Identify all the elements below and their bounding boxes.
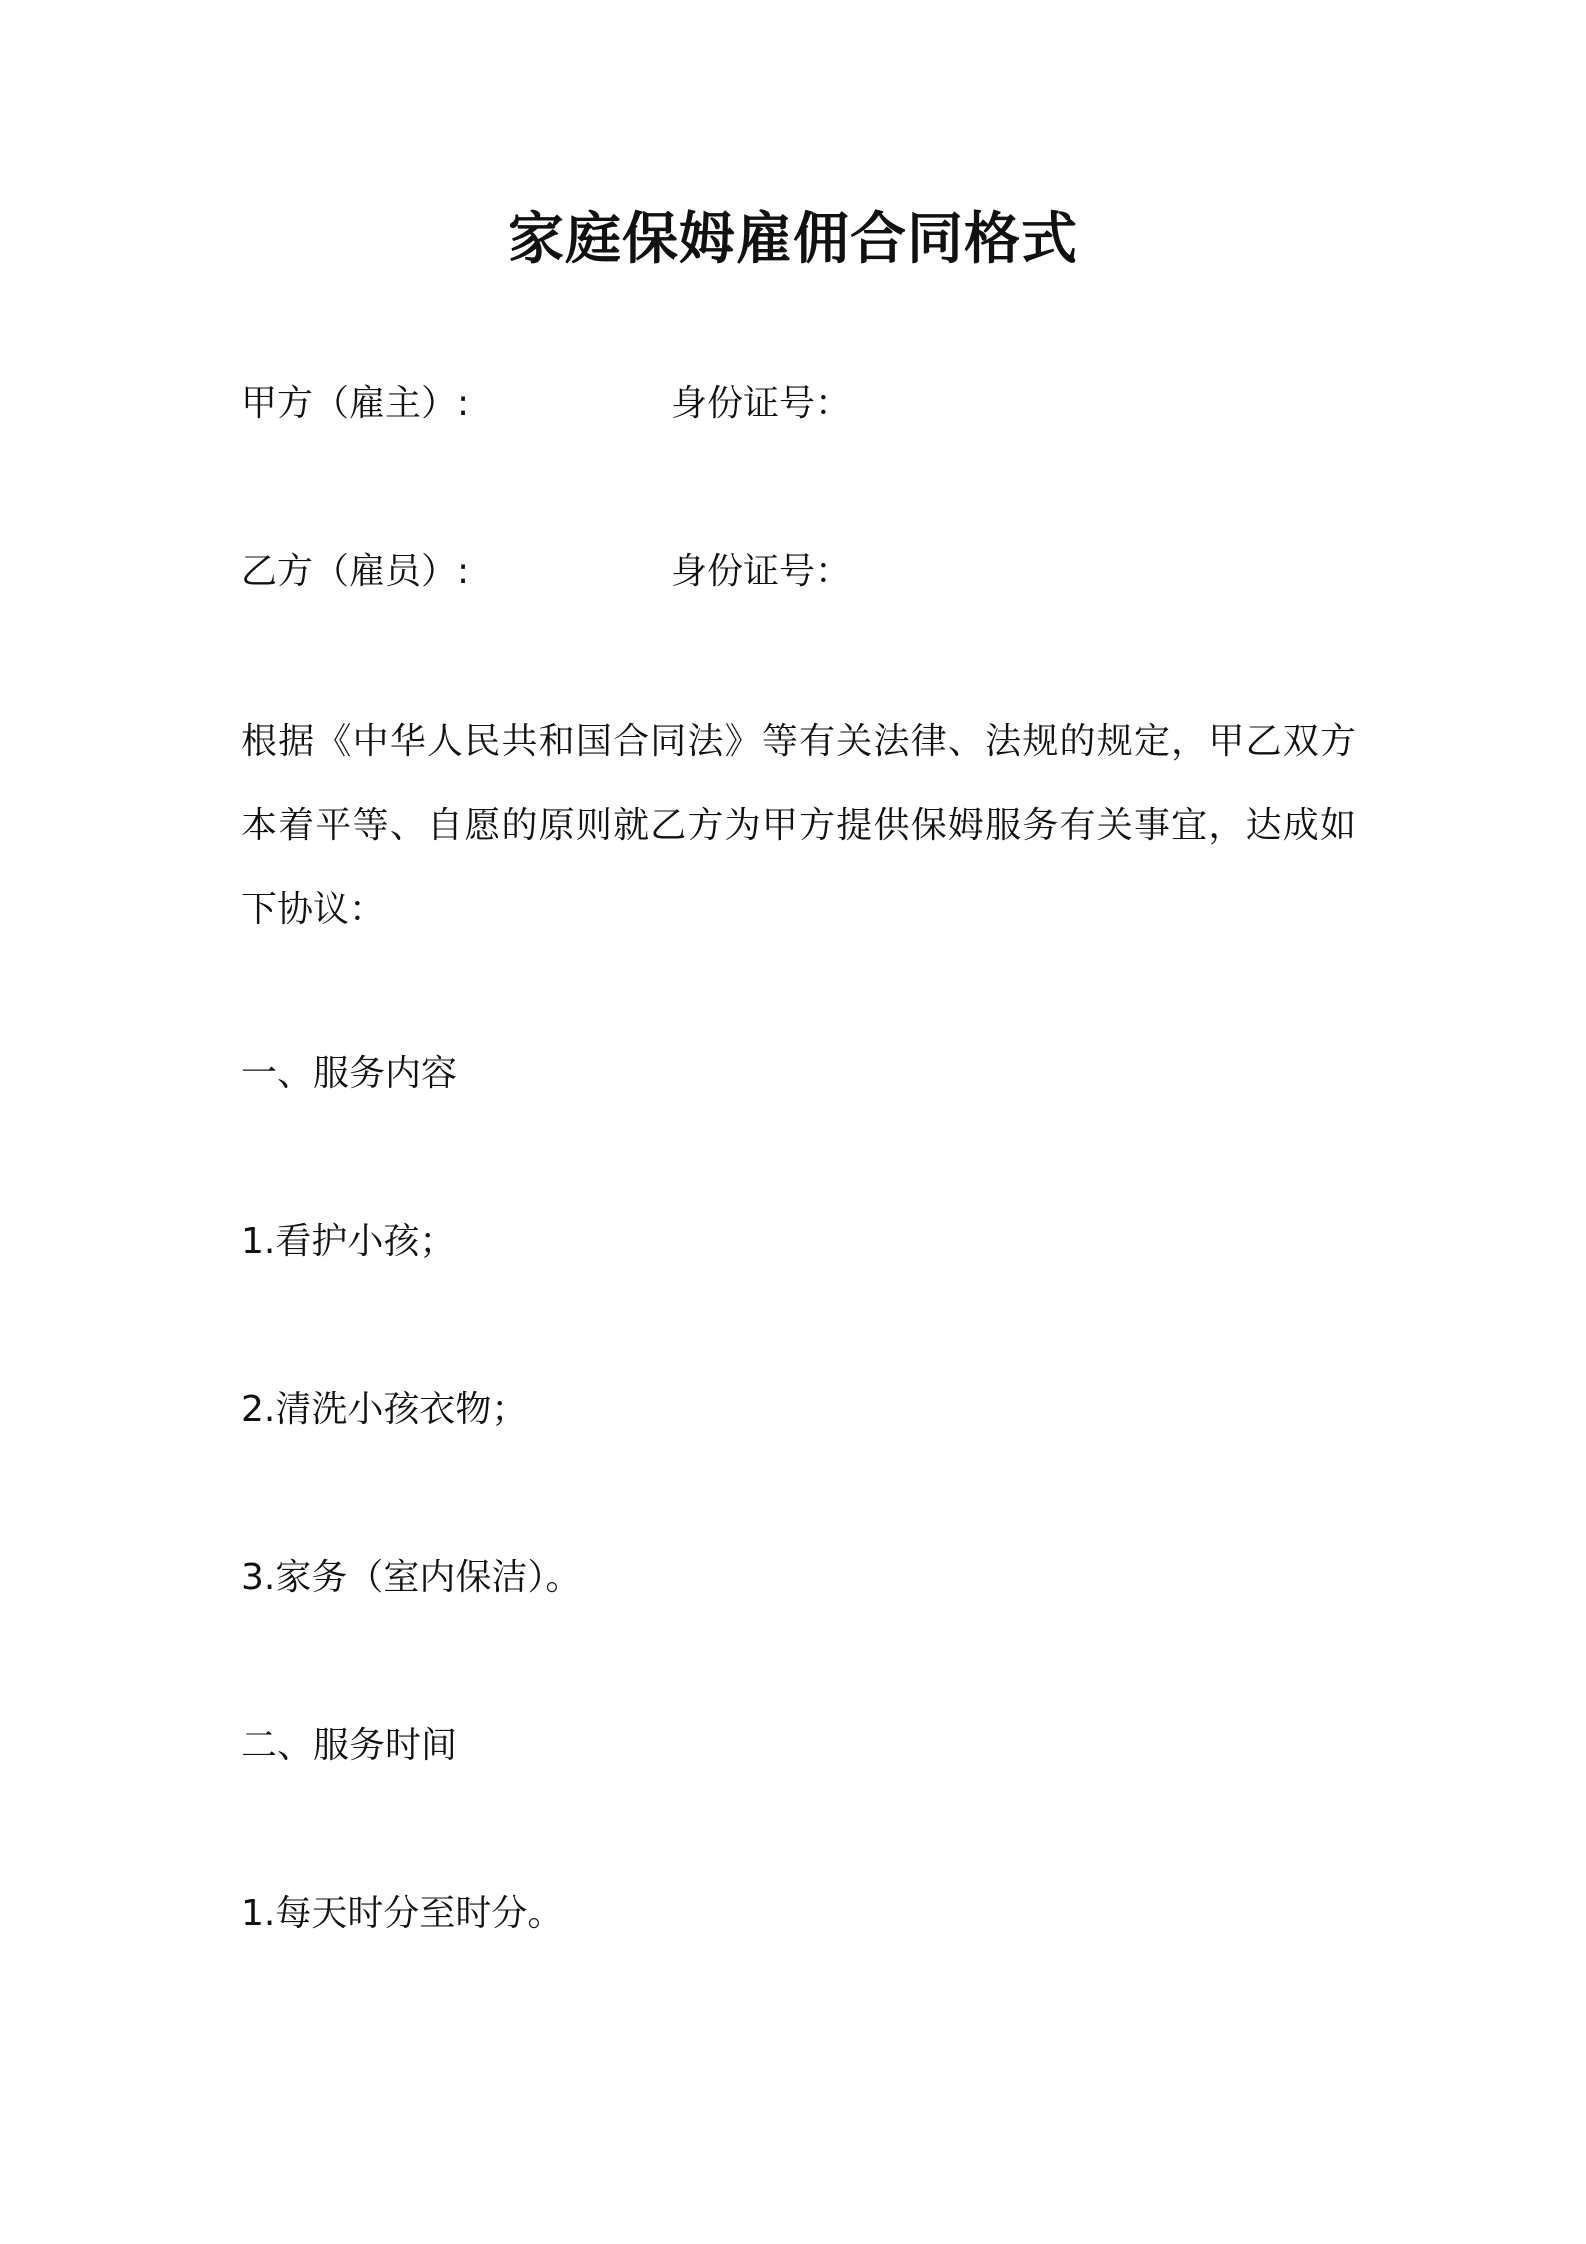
section-heading-service-content: 一、服务内容	[241, 1053, 458, 1094]
preamble-paragraph: 根据《中华人民共和国合同法》等有关法律、法规的规定，甲乙双方本着平等、自愿的原则就乙方为甲方提供保姆服务有关事宜，达成如下协议：	[241, 721, 1356, 930]
party-a-id-label: 身份证号：	[671, 383, 852, 424]
party-a-row	[241, 380, 1341, 428]
document-title: 家庭保姆雇佣合同格式	[508, 207, 1078, 272]
party-a-label: 甲方（雇主）:	[241, 383, 470, 424]
party-b-label: 乙方（雇员）:	[241, 551, 470, 592]
party-b-id-label: 身份证号：	[671, 551, 852, 592]
party-b-row	[241, 548, 1341, 596]
list-item: 3.家务（室内保洁）。	[241, 1557, 582, 1598]
list-item: 1.看护小孩；	[241, 1221, 456, 1262]
list-item: 2.清洗小孩衣物；	[241, 1389, 528, 1430]
list-item: 1.每天时分至时分。	[241, 1893, 564, 1934]
section-heading-service-time: 二、服务时间	[241, 1725, 458, 1766]
